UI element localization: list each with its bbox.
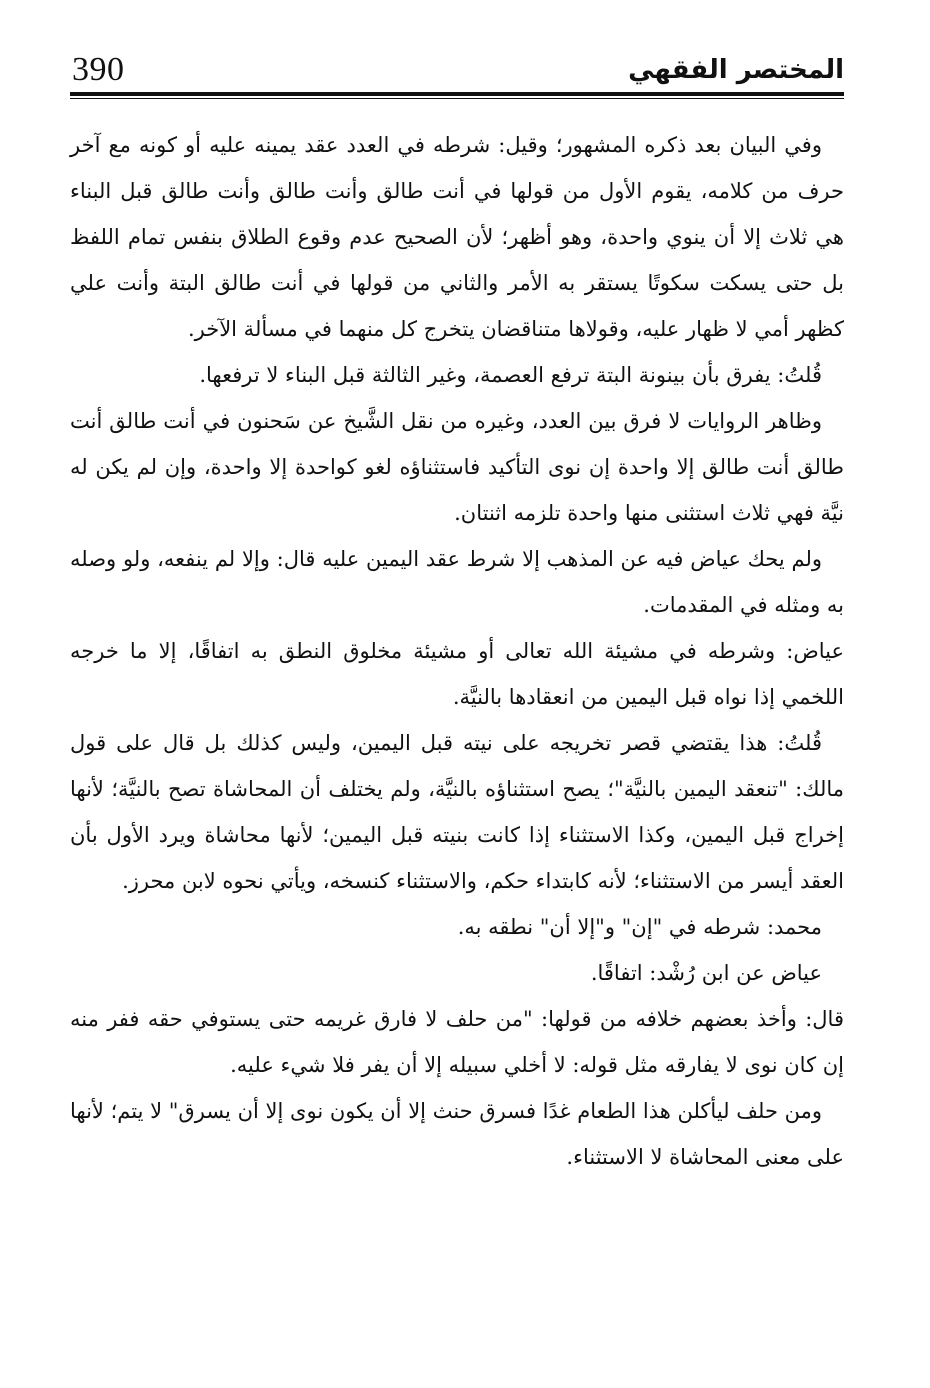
body-paragraph: وظاهر الروايات لا فرق بين العدد، وغيره من نقل الشَّيخ عن سَحنون في أنت طالق أنت طالق أنت طالق إلا واحدة إن نوى التأكيد فاستثناؤه لغو كواحدة إلا واحدة، وإن لم يكن له نيَّة فهي ثلاث استثنى منها واحدة تلزمه اثنتان.: [70, 409, 844, 525]
body-paragraph: محمد: شرطه في "إن" و"إلا أن" نطقه به.: [457, 915, 822, 939]
header-rule-thick: [70, 92, 844, 96]
body-paragraph: وفي البيان بعد ذكره المشهور؛ وقيل: شرطه في العدد عقد يمينه عليه أو كونه مع آخر حرف من كلامه، يقوم الأول من قولها في أنت طالق وأنت طالق وأنت طالق قبل البناء هي ثلاث إلا أن ينوي واحدة، وهو أظهر؛ لأن الصحيح عدم وقوع الطلاق بنفس تمام اللفظ بل حتى يسكت سكوتًا يستقر به الأمر والثاني من قولها في أنت طالق البتة وأنت علي كظهر أمي لا ظهار عليه، وقولاها متناقضان يتخرج كل منهما في مسألة الآخر.: [70, 133, 844, 341]
body-paragraph: قُلتُ: يفرق بأن بينونة البتة ترفع العصمة، وغير الثالثة قبل البناء لا ترفعها.: [199, 363, 822, 387]
page-body: [70, 122, 844, 1180]
body-paragraph: عياض عن ابن رُشْد: اتفاقًا.: [590, 961, 822, 985]
header-rule-thin: [70, 98, 844, 99]
page-number: 390: [72, 51, 125, 88]
body-paragraph: ومن حلف ليأكلن هذا الطعام غدًا فسرق حنث إلا أن يكون نوى إلا أن يسرق" لا يتم؛ لأنها على معنى المحاشاة لا الاستثناء.: [70, 1099, 844, 1169]
page-header: [72, 44, 844, 90]
body-paragraph: قُلتُ: هذا يقتضي قصر تخريجه على نيته قبل اليمين، وليس كذلك بل قال على قول مالك: "تنعقد اليمين بالنيَّة"؛ يصح استثناؤه بالنيَّة، ولم يختلف أن المحاشاة تصح بالنيَّة؛ لأنها إخراج قبل اليمين، وكذا الاستثناء إذا كانت بنيته قبل اليمين؛ لأنها محاشاة ويرد الأول بأن العقد أيسر من الاستثناء؛ لأنه كابتداء حكم، والاستثناء كنسخه، ويأتي نحوه لابن محرز.: [70, 731, 844, 893]
body-paragraph: ولم يحك عياض فيه عن المذهب إلا شرط عقد اليمين عليه قال: وإلا لم ينفعه، ولو وصله به ومثله في المقدمات.: [70, 547, 844, 617]
body-paragraph: عياض: وشرطه في مشيئة الله تعالى أو مشيئة مخلوق النطق به اتفاقًا، إلا ما خرجه اللخمي إذا نواه قبل اليمين من انعقادها بالنيَّة.: [70, 639, 844, 709]
body-paragraph: قال: وأخذ بعضهم خلافه من قولها: "من حلف لا فارق غريمه حتى يستوفي حقه ففر منه إن كان نوى لا يفارقه مثل قوله: لا أخلي سبيله إلا أن يفر فلا شيء عليه.: [70, 1007, 844, 1077]
running-title: المختصر الفقهي: [628, 55, 844, 85]
